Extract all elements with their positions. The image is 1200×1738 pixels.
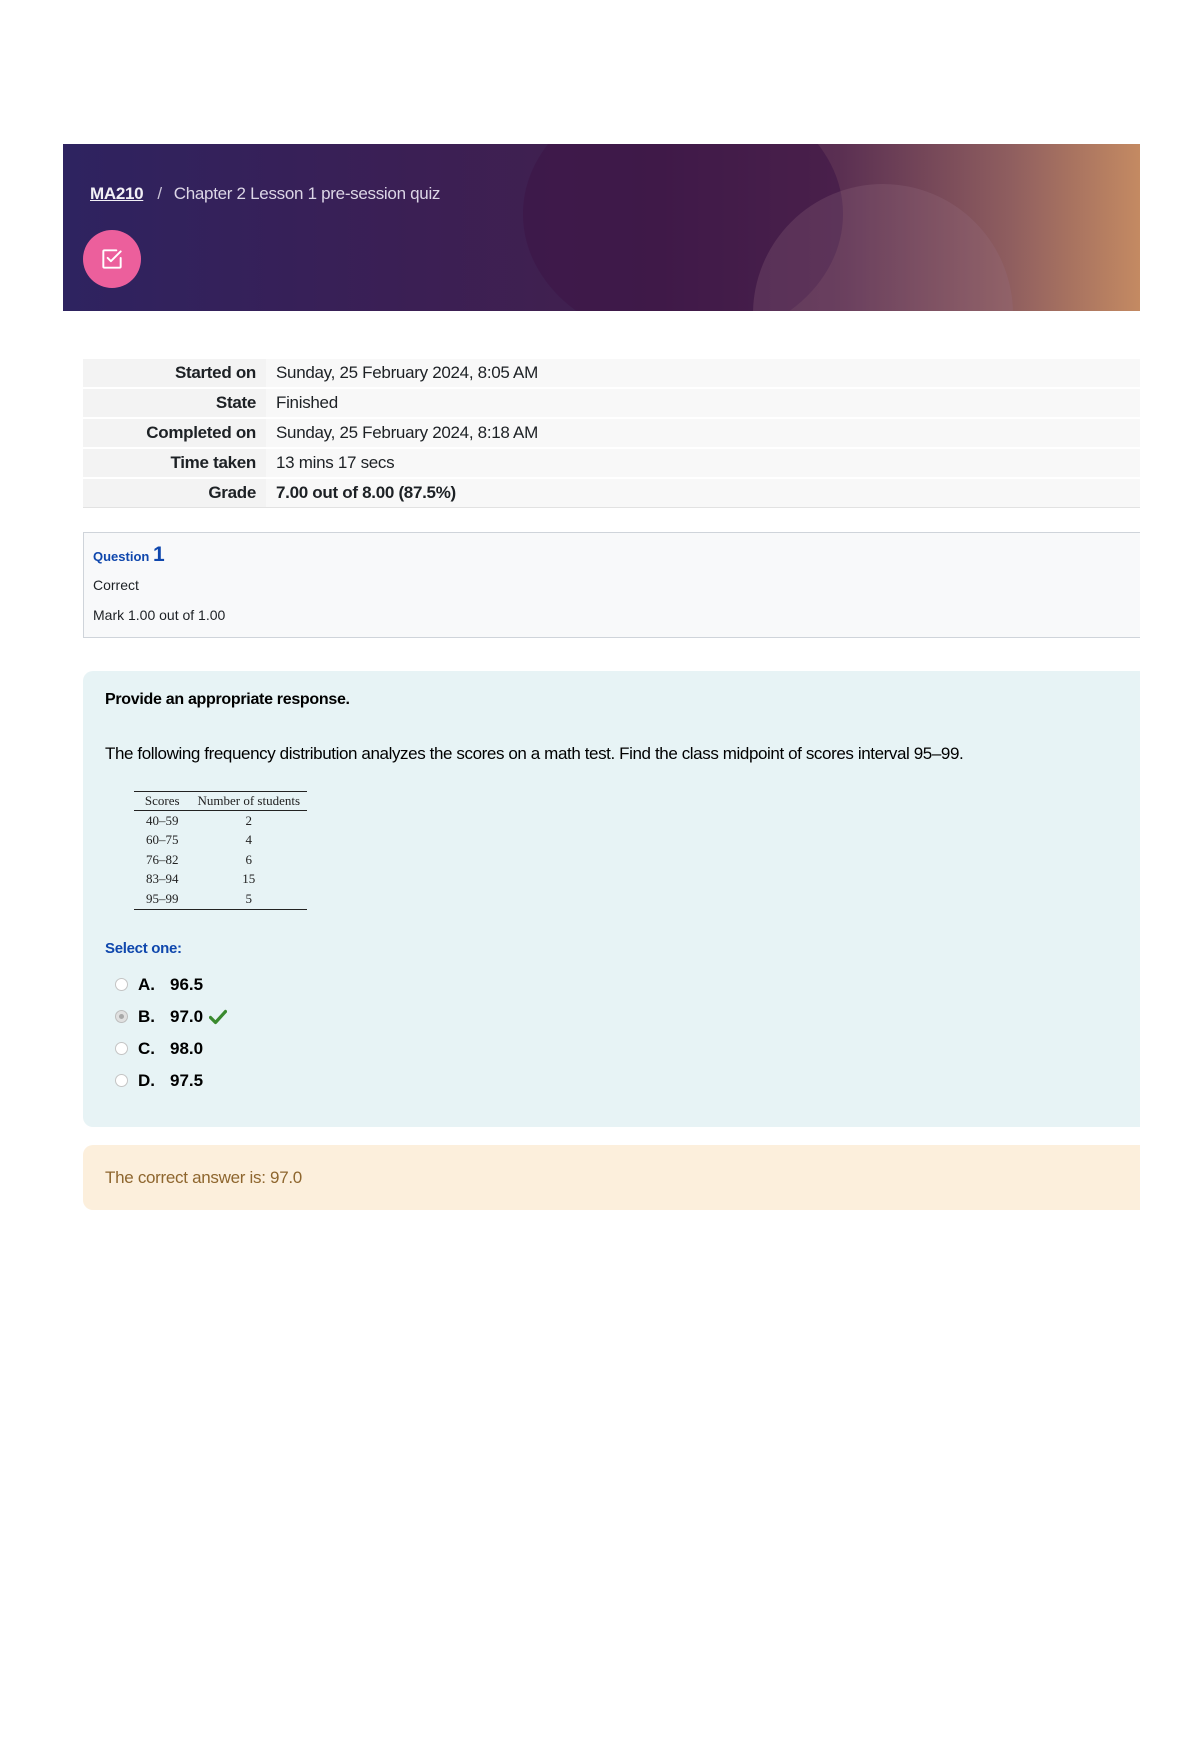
score-cell: 40–59 (146, 812, 179, 828)
score-cell: 60–75 (146, 832, 179, 848)
score-cell: 95–99 (146, 890, 179, 906)
summary-value: 13 mins 17 secs (266, 448, 1140, 478)
select-one-label: Select one: (105, 939, 182, 957)
frequency-table-header (134, 792, 307, 811)
summary-value: Finished (266, 388, 1140, 418)
quiz-check-icon (83, 230, 141, 288)
summary-label: Completed on (83, 418, 266, 448)
answer-text: 97.5 (170, 1070, 204, 1090)
answer-letter: A. (138, 974, 155, 994)
breadcrumb-current-page: Chapter 2 Lesson 1 pre-session quiz (173, 184, 441, 203)
summary-row-started (83, 358, 1140, 388)
table-row (134, 850, 307, 870)
answer-options (105, 969, 1118, 1097)
attempt-summary-table (83, 357, 1140, 508)
summary-label: Time taken (83, 448, 266, 478)
breadcrumb (90, 184, 440, 204)
count-cell: 2 (245, 812, 253, 828)
summary-label: State (83, 388, 266, 418)
summary-value: Sunday, 25 February 2024, 8:18 AM (266, 418, 1140, 448)
question-label: Question (93, 549, 150, 564)
answer-text: 98.0 (170, 1038, 204, 1058)
table-row (134, 811, 307, 831)
right-answer-feedback (83, 1145, 1140, 1210)
answer-radio-c[interactable] (115, 1042, 128, 1055)
column-header-scores: Scores (134, 792, 191, 811)
answer-option-b[interactable] (105, 1001, 1118, 1033)
correct-check-icon (209, 1009, 227, 1025)
count-cell: 6 (245, 851, 253, 867)
answer-letter: C. (138, 1038, 155, 1058)
table-row (134, 831, 307, 851)
column-header-students: Number of students (191, 792, 308, 811)
answer-radio-b[interactable] (115, 1010, 128, 1023)
frequency-table (134, 791, 307, 910)
answer-letter: B. (138, 1006, 155, 1026)
table-row (134, 889, 307, 909)
right-answer-text: The correct answer is: 97.0 (105, 1167, 302, 1187)
summary-row-state (83, 388, 1140, 418)
question-formulation (83, 671, 1140, 1127)
summary-row-grade (83, 478, 1140, 508)
breadcrumb-course-link[interactable]: MA210 (90, 184, 144, 203)
question-number-value: 1 (152, 543, 165, 566)
summary-label: Grade (83, 478, 266, 508)
count-cell: 4 (245, 832, 253, 848)
question-number (93, 543, 1131, 567)
breadcrumb-separator: / (157, 184, 162, 203)
answer-option-a[interactable] (105, 969, 1118, 1001)
table-row (134, 870, 307, 890)
summary-row-time-taken (83, 448, 1140, 478)
summary-value (266, 478, 1140, 508)
answer-letter: D. (138, 1070, 155, 1090)
answer-option-d[interactable] (105, 1065, 1118, 1097)
question-info-box (83, 532, 1140, 638)
summary-row-completed (83, 418, 1140, 448)
score-cell: 76–82 (146, 851, 179, 867)
question-text: The following frequency distribution analyzes the scores on a math test. Find the class midpoint of scores interval 95–99. (105, 744, 964, 763)
page-header-banner (63, 144, 1140, 311)
count-cell: 15 (242, 871, 256, 887)
answer-option-c[interactable] (105, 1033, 1118, 1065)
question-state: Correct (93, 577, 139, 593)
summary-label: Started on (83, 358, 266, 388)
answer-radio-a[interactable] (115, 978, 128, 991)
score-cell: 83–94 (146, 871, 179, 887)
grade-value: 7.00 out of 8.00 (87.5%) (276, 483, 456, 502)
count-cell: 5 (245, 890, 253, 906)
answer-text: 96.5 (170, 974, 204, 994)
question-mark: Mark 1.00 out of 1.00 (93, 607, 226, 623)
answer-text: 97.0 (170, 1006, 204, 1026)
summary-value: Sunday, 25 February 2024, 8:05 AM (266, 358, 1140, 388)
question-prompt: Provide an appropriate response. (105, 691, 350, 708)
answer-radio-d[interactable] (115, 1074, 128, 1087)
